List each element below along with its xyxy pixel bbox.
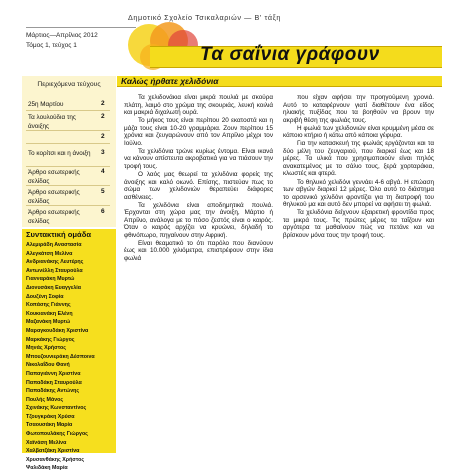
team-member: Παπαδάκη Σταυρούλα [26, 379, 82, 386]
toc-item[interactable]: Άρθρο εσωτερικής σελίδας [28, 189, 80, 205]
header-rule [26, 27, 136, 28]
toc-page: 3 [101, 149, 105, 156]
article-title: Καλώς ήρθατε χελιδόνια [121, 76, 219, 86]
article-paragraph: Ο λαός μας θεωρεί τα χελιδόνια φορείς της άνοιξης και καλό οιωνό. Επίσης, πιστεύαν πως το σώμα των χελιδονιών θεραπεύει διάφορες ασθένειες. [124, 170, 273, 201]
article-paragraph: Για την κατασκευή της φωλιάς εργάζονται και τα δύο μέλη του ζευγαριού, που διαρκεί έως και 18 μέρες. Τα υλικά που χρησιμοποιούν είναι πηλός ανακατεμένος με το σάλιο τους, ξερά χορταράκια, κλωστές και φτερά. [283, 140, 434, 178]
article-paragraph: Τα χελιδονάκια είναι μικρά πουλιά με σκούρα πλάτη, λαιμό στο χρώμα της σκουριάς, λευκή κοιλιά και μακριά διχαλωτή ουρά. [124, 94, 273, 117]
team-member: Μαρκάκης Γιώργος [26, 336, 75, 343]
team-list [26, 241, 118, 473]
issue-date: Μάρτιος—Απρίλιος 2012 [26, 32, 98, 39]
team-member: Πουλής Μάνος [26, 396, 64, 403]
team-member: Μηνάς Χρήστος [26, 345, 66, 352]
team-member: Ψαλιδάκη Μαρία [26, 465, 68, 472]
article-paragraph: Τα χελιδόνια είναι αποδημητικά πουλιά. Έρχονται στη χώρα μας την άνοιξη, Μάρτιο ή Απρίλιο, ανάλογα με το πόσο ζεστός είναι ο καιρός. Όταν ο καιρός αρχίζει να κρυώνει, δηλαδή το φθινόπωρο, πηγαίνουν στην Αφρική. [124, 201, 273, 239]
team-member: Χαϊνάση Μελίνα [26, 439, 67, 446]
team-member: Χρυσανθάκης Χρήστος [26, 456, 85, 463]
team-member: Φωτοπουλάκης Γιώργος [26, 431, 88, 438]
toc-page: 5 [101, 188, 105, 195]
toc-divider [26, 130, 110, 131]
toc-item[interactable]: Άρθρο εσωτερικής σελίδας [28, 169, 80, 185]
toc-page: 2 [101, 133, 105, 140]
article-column-right [283, 94, 434, 240]
article-paragraph: Τα χελιδόνια τρώνε κυρίως έντομα. Είναι ικανά να κάνουν απίστευτα ακροβατικά για να πιάσουν την τροφή τους. [124, 147, 273, 170]
team-member: Μπουζουνιεράκη Δέσποινα [26, 353, 95, 360]
toc-heading: Περιεχόμενα τεύχους [37, 81, 101, 88]
toc-divider [26, 110, 110, 111]
article-paragraph: Το θηλυκό χελιδόνι γεννάει 4-6 αβγά. Η επώαση των αβγών διαρκεί 12 μέρες. Όλο αυτό το διάστημα το αρσενικό χελιδόνι φροντίζει για τη διατροφή του θηλυκού μα και αυτό δεν μπορεί να αφήσει τη φωλιά. [283, 178, 434, 209]
toc-item[interactable]: 25η Μαρτίου [28, 101, 64, 108]
article-paragraph: Είναι θεαματικό το ότι παρόλο που διανύουν έως και 10.000 χιλιόμετρα, επιστρέφουν στην ίδια φωλιά [124, 239, 273, 262]
team-member: Γιανναράκη Μυρτώ [26, 276, 75, 283]
toc-divider [26, 185, 110, 186]
toc-divider [26, 143, 110, 144]
team-member: Μαζανάκη Μυρτώ [26, 319, 71, 326]
team-member: Δουζένη Σοφία [26, 293, 64, 300]
toc-item[interactable]: Το κορίτσι και η άνοιξη [28, 150, 91, 157]
toc-page: 4 [101, 168, 105, 175]
school-name: Δημοτικό Σχολείο Τσικαλαριών — Β' τάξη [128, 13, 281, 22]
article-paragraph: Το μήκος τους είναι περίπου 20 εκατοστά και η μάζα τους είναι 10-20 γραμμάρια. Ζουν περίπου 15 χρόνια και ζευγαρώνουν από τον Απρίλιο μέχρι τον Ιούλιο. [124, 117, 273, 147]
team-member: Ανδριανάκης Λευτέρης [26, 259, 84, 266]
toc-divider [26, 205, 110, 206]
team-member: Αντωνέλλη Σταυρούλα [26, 267, 83, 274]
toc-item[interactable]: Τα λουλούδια της άνοιξης [28, 114, 76, 130]
team-member: Διονυσάκη Ευαγγελία [26, 284, 82, 291]
team-member: Μαραγκουδάκη Χριστίνα [26, 327, 89, 334]
toc-page: 2 [101, 100, 105, 107]
toc-page: 2 [101, 113, 105, 120]
article-column-left [124, 94, 273, 263]
team-heading: Συντακτική ομάδα [26, 230, 91, 239]
issue-volume: Τόμος 1, τεύχος 1 [26, 42, 77, 49]
newsletter-title: Τα σαΐνια γράφουν [200, 44, 380, 65]
team-member: Αλεγκάτση Μελίνα [26, 250, 73, 257]
article-paragraph: που είχαν αφήσει την προηγούμενη χρονιά. Αυτό το καταφέρνουν γιατί διαθέτουν ένα είδος ηλιακής πυξίδας που τα βοηθούν να βρουν την ακριβή θέση της φωλιάς τους. [283, 94, 434, 124]
team-member: Κοπάσης Γιάννης [26, 302, 71, 309]
team-member: Χαλβατζάκη Χριστίνα [26, 448, 80, 455]
team-member: Τζουγκράκη Χρύσα [26, 413, 75, 420]
toc-divider [26, 166, 110, 167]
toc-page: 6 [101, 208, 105, 215]
team-member: Σχινάκης Κωνσταντίνος [26, 405, 87, 412]
article-paragraph: Η φωλιά των χελιδονιών είναι κρυμμένη μέσα σε κάποιο κτήριο ή κάτω από κάποια γέφυρα. [283, 124, 434, 140]
team-member: Τσαουσάκη Μαρία [26, 422, 73, 429]
article-paragraph: Τα χελιδόνια δείχνουν εξαιρετική φροντίδα προς τα μικρά τους. Τις πρώτες μέρες τα ταΐζουν και αργότερα τα μαθαίνουν πώς να πετάνε και να βρίσκουν μόνα τους την τροφή τους. [283, 209, 434, 239]
team-member: Παπαδάκης Αντώνης [26, 388, 80, 395]
toc-item[interactable]: Άρθρο εσωτερικής σελίδας [28, 209, 80, 225]
team-member: Παπαγιάννη Χριστίνα [26, 370, 81, 377]
team-member: Αλεμιράδη Αναστασία [26, 242, 82, 248]
team-member: Κουκιανάκη Ελένη [26, 310, 73, 317]
team-member: Νικολαΐδου Φανή [26, 362, 70, 369]
